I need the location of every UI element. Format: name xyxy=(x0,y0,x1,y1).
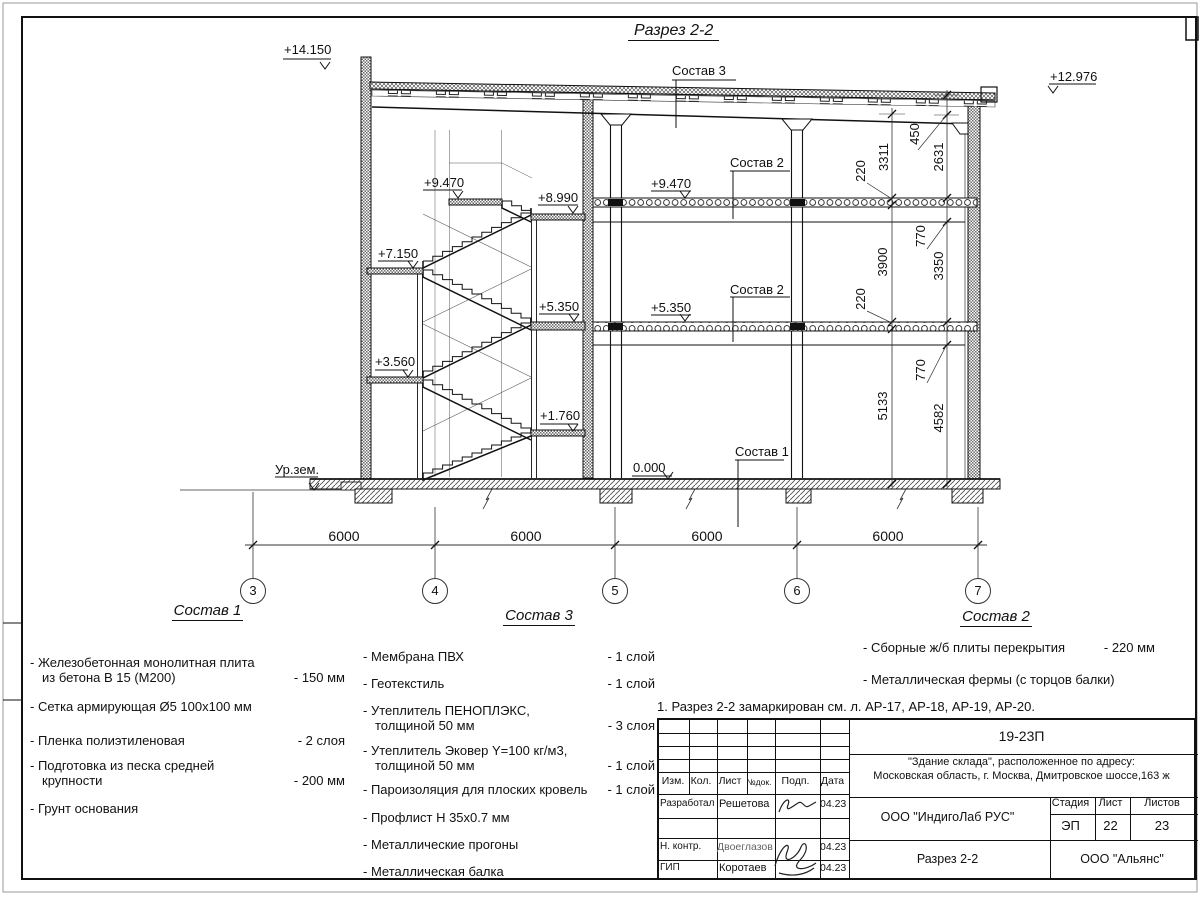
tb-col-ndok: №док. xyxy=(746,777,772,787)
dim-770a: 770 xyxy=(913,225,928,247)
dim-450: 450 xyxy=(907,123,922,145)
elevation-label-parapet: +14.150 xyxy=(284,42,332,57)
dim-3900: 3900 xyxy=(875,247,890,277)
elevation-mark-8990 xyxy=(538,205,578,213)
axis-label-3: 3 xyxy=(249,583,257,598)
elevation-label-7150: +7.150 xyxy=(378,246,419,261)
legend-sostav3 xyxy=(363,607,655,879)
tb-stage-label: Стадия xyxy=(1051,797,1090,809)
stair-flight xyxy=(423,318,531,371)
elevation-mark-9470-floor xyxy=(651,191,691,198)
landing-5350 xyxy=(531,322,585,330)
elevation-label-9470-stair: +9.470 xyxy=(424,175,465,190)
stair-flight xyxy=(423,429,531,473)
ref-sostav2-lower: Состав 2 xyxy=(730,282,784,297)
ground-foundation xyxy=(180,479,1000,509)
legend-item: - Профлист Н 35x0.7 мм xyxy=(363,810,510,825)
dim-3311: 3311 xyxy=(876,143,891,171)
legend-item: - Утеплитель ПЕНОПЛЭКС, толщиной 50 мм - 3 слоя xyxy=(363,703,655,733)
tb-sheet-label: Лист xyxy=(1098,797,1123,809)
legend-item: - Утеплитель Эковер Y=100 кг/м3, толщиной 50 мм - 1 слой xyxy=(363,743,655,773)
tb-col-podp: Подп. xyxy=(781,775,810,787)
tb-name-ncontrol: Двоеглазов xyxy=(717,841,773,853)
tb-date-ncontrol: 04.23 xyxy=(820,841,847,853)
dim-770b: 770 xyxy=(913,359,928,381)
stair-flight xyxy=(423,208,531,261)
roof-beam-bottom-chord xyxy=(372,107,968,124)
ref-sostav2-upper: Состав 2 xyxy=(730,155,784,170)
landing-9470 xyxy=(449,199,502,205)
drawing-note: 1. Разрез 2-2 замаркирован см. л. АР-17, АР-18, АР-19, АР-20. xyxy=(657,699,1035,714)
tb-col-list: Лист xyxy=(718,775,742,787)
axis-label-6: 6 xyxy=(793,583,801,598)
footing xyxy=(952,489,983,503)
ref-sostav1: Состав 1 xyxy=(735,444,789,459)
tb-col-kol: Кол. xyxy=(690,775,712,787)
slab-5350 xyxy=(593,322,977,331)
landing-8990 xyxy=(531,214,585,220)
tb-sheets-value: 23 xyxy=(1154,818,1170,833)
legend-item: - Металлическая фермы (с торцов балки) xyxy=(863,672,1115,687)
elevation-mark-3560 xyxy=(375,370,413,377)
tb-drawing-name: Разрез 2-2 xyxy=(916,852,979,866)
tb-sheet-value: 22 xyxy=(1103,818,1118,833)
elevation-label-1760: +1.760 xyxy=(540,408,581,423)
ref-sostav3: Состав 3 xyxy=(672,63,726,78)
legend-item: - Подготовка из песка средней крупности - 200 мм xyxy=(30,758,345,788)
tb-org-center: ООО "ИндигоЛаб РУС" xyxy=(880,810,1015,824)
ground-level-label: Ур.зем. xyxy=(275,462,320,477)
landing-1760 xyxy=(531,430,585,436)
footing xyxy=(786,489,811,503)
elevation-mark-9470-stair xyxy=(423,190,463,198)
tb-role-developer: Разработал xyxy=(660,798,715,809)
legend-title: Состав 3 xyxy=(505,607,573,624)
legend-sostav2 xyxy=(863,608,1155,687)
tb-object-line2: Московская область, г. Москва, Дмитровское шоссе,163 ж xyxy=(873,770,1170,782)
legend-item: - Мембрана ПВХ - 1 слой xyxy=(363,649,655,664)
legend-item: - Сборные ж/б плиты перекрытия - 220 мм xyxy=(863,640,1155,655)
dim-4582: 4582 xyxy=(931,403,946,433)
dim-3350: 3350 xyxy=(931,251,946,281)
elevation-mark-14150 xyxy=(283,59,331,69)
break-mark xyxy=(686,489,695,509)
tb-org-right: ООО "Альянс" xyxy=(1080,852,1164,866)
column-capital xyxy=(601,114,631,125)
legend-sostav1 xyxy=(30,602,345,816)
dim-2631: 2631 xyxy=(931,142,946,172)
dim-span-1: 6000 xyxy=(328,528,360,544)
leader-sostav2-upper xyxy=(730,171,790,219)
landing-7150 xyxy=(367,268,423,274)
leader-sostav1 xyxy=(735,460,784,527)
elevation-mark-5350-floor xyxy=(651,314,691,321)
ground-slab xyxy=(310,479,1000,489)
legend-title: Состав 1 xyxy=(173,602,242,619)
wall-capital xyxy=(952,123,968,134)
axis-label-4: 4 xyxy=(431,583,439,598)
tb-role-gip: ГИП xyxy=(660,862,680,873)
elevation-label-9470-floor: +9.470 xyxy=(651,176,692,191)
legend-item: - Грунт основания xyxy=(30,801,139,816)
dim-220b: 220 xyxy=(853,288,868,310)
axis-label-7: 7 xyxy=(974,583,982,598)
leader-sostav2-lower xyxy=(730,297,790,342)
column-capital xyxy=(782,119,812,130)
tb-role-ncontrol: Н. контр. xyxy=(660,841,702,852)
tb-date-developer: 04.23 xyxy=(820,798,847,810)
legend-title: Состав 2 xyxy=(962,608,1030,625)
tb-col-izm: Изм. xyxy=(661,775,685,787)
legend-item: - Железобетонная монолитная плита из бетона В 15 (М200) - 150 мм xyxy=(30,655,345,685)
break-mark xyxy=(483,489,492,509)
legend-item: - Металлические прогоны xyxy=(363,837,519,852)
elevation-label-5350-floor: +5.350 xyxy=(651,300,692,315)
footing xyxy=(355,489,392,503)
stair-flight xyxy=(423,380,531,433)
stairwell-wall xyxy=(583,94,593,478)
tb-name-developer: Решетова xyxy=(719,798,770,810)
right-wall xyxy=(968,101,980,490)
legend-item: - Металлическая балка xyxy=(363,864,504,879)
dim-5133: 5133 xyxy=(875,391,890,421)
dim-span-2: 6000 xyxy=(510,528,542,544)
signature-developer xyxy=(776,796,818,816)
slab-9470 xyxy=(593,198,977,207)
dim-220a: 220 xyxy=(853,160,868,182)
roof xyxy=(370,82,997,134)
tb-doc-number: 19-23П xyxy=(998,728,1045,744)
elevation-label-8990: +8.990 xyxy=(538,190,579,205)
tb-name-gip: Коротаев xyxy=(719,862,767,874)
signature-gip xyxy=(770,836,820,878)
elevation-label-roof-right: +12.976 xyxy=(1050,69,1098,84)
legend-item: - Сетка армирующая Ø5 100x100 мм xyxy=(30,699,252,714)
legend-item: - Пленка полиэтиленовая - 2 слоя xyxy=(30,733,345,748)
elevation-mark-7150 xyxy=(378,261,418,268)
legend-item: - Пароизоляция для плоских кровель - 1 слой xyxy=(363,782,655,797)
columns xyxy=(611,125,803,478)
tb-stage-value: ЭП xyxy=(1061,818,1080,833)
elevation-mark-5350-stair xyxy=(539,314,579,321)
axis-label-5: 5 xyxy=(611,583,619,598)
elevation-label-3560: +3.560 xyxy=(375,354,416,369)
tb-object-line1: "Здание склада", расположенное по адресу: xyxy=(908,756,1135,768)
footing xyxy=(600,489,632,503)
tb-date-gip: 04.23 xyxy=(820,862,847,874)
drawing-view-title: Разрез 2-2 xyxy=(628,24,719,41)
elevation-mark-12976 xyxy=(1048,84,1096,93)
dim-span-4: 6000 xyxy=(872,528,904,544)
dim-span-3: 6000 xyxy=(691,528,723,544)
break-mark xyxy=(897,489,906,509)
elevation-label-zero: 0.000 xyxy=(633,460,666,475)
elevation-label-5350-stair: +5.350 xyxy=(539,299,580,314)
tb-sheets-label: Листов xyxy=(1144,797,1180,809)
landing-3560 xyxy=(367,377,423,383)
tb-col-data: Дата xyxy=(820,775,845,787)
stair-flight xyxy=(423,270,531,323)
legend-item: - Геотекстиль - 1 слой xyxy=(363,676,655,691)
